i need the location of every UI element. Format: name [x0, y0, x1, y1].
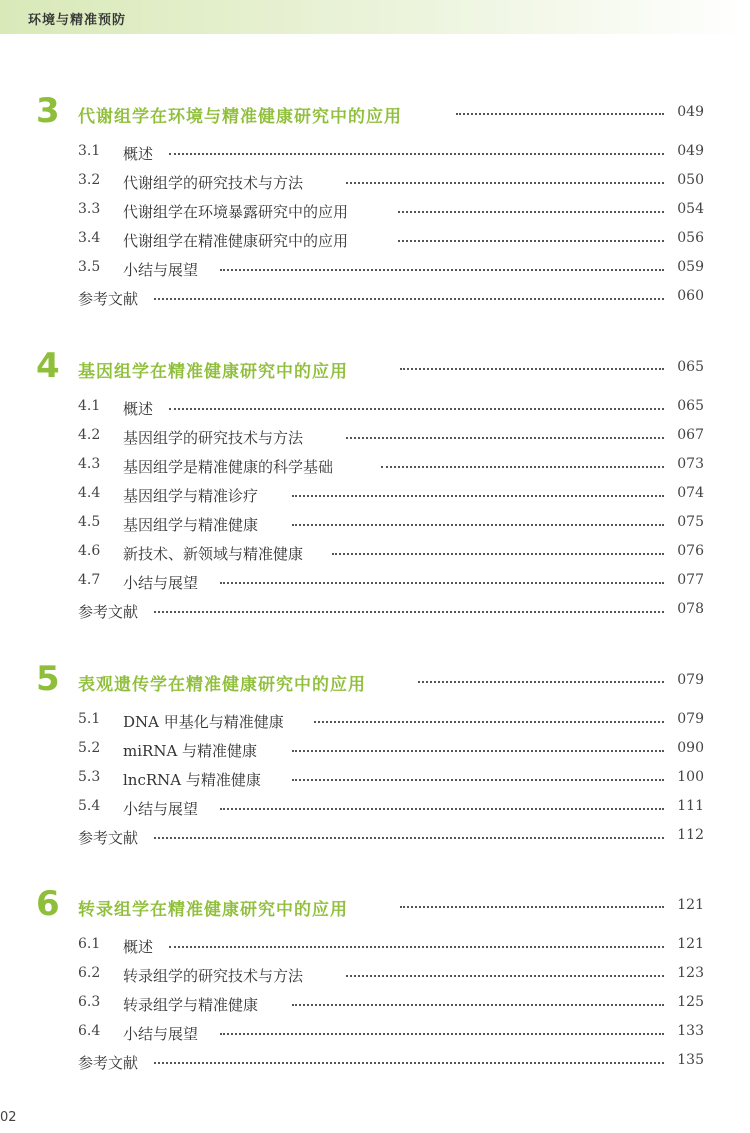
section-page: 050: [677, 172, 704, 188]
section-page: 076: [677, 543, 704, 559]
chapter-number: 5: [36, 659, 60, 699]
section-title: 小结与展望: [123, 800, 199, 818]
chapter-title: 基因组学在精准健康研究中的应用: [78, 362, 348, 382]
toc-entry[interactable]: [36, 201, 704, 230]
chapter-page: 049: [677, 104, 704, 120]
section-number: 5.1: [78, 711, 101, 727]
section-page: 065: [677, 398, 704, 414]
chapter-6: [36, 884, 704, 1081]
chapter-number: 3: [36, 91, 60, 131]
section-number: 6.1: [78, 936, 101, 952]
dot-leader: [220, 582, 664, 584]
dot-leader: [292, 779, 664, 781]
toc-entry[interactable]: [36, 259, 704, 288]
page-number: 02: [0, 1110, 17, 1125]
dot-leader: [292, 524, 664, 526]
section-number: 3.5: [78, 259, 101, 275]
section-number: 4.5: [78, 514, 101, 530]
section-number: 5.3: [78, 769, 101, 785]
dot-leader: [346, 975, 664, 977]
chapter-heading[interactable]: [36, 91, 704, 143]
toc-entry[interactable]: [36, 965, 704, 994]
section-title: 概述: [123, 400, 154, 418]
toc-entry[interactable]: [36, 485, 704, 514]
toc-entry-references[interactable]: [36, 1052, 704, 1081]
section-page: 121: [677, 936, 704, 952]
section-number: 5.4: [78, 798, 101, 814]
toc-entry[interactable]: [36, 711, 704, 740]
section-title: DNA 甲基化与精准健康: [123, 713, 284, 731]
section-page: 123: [677, 965, 704, 981]
section-title: 代谢组学的研究技术与方法: [123, 174, 304, 192]
toc-entry[interactable]: [36, 230, 704, 259]
references-page: 078: [677, 601, 704, 617]
chapter-page: 079: [677, 672, 704, 688]
section-title: lncRNA 与精准健康: [123, 771, 261, 789]
toc-entry[interactable]: [36, 143, 704, 172]
section-title: 基因组学是精准健康的科学基础: [123, 458, 334, 476]
section-number: 5.2: [78, 740, 101, 756]
section-title: 代谢组学在精准健康研究中的应用: [123, 232, 349, 250]
section-title: 概述: [123, 145, 154, 163]
section-title: 转录组学的研究技术与方法: [123, 967, 304, 985]
toc-entry-references[interactable]: [36, 288, 704, 317]
toc-entry[interactable]: [36, 456, 704, 485]
section-number: 3.2: [78, 172, 101, 188]
dot-leader: [346, 437, 664, 439]
chapter-title: 表观遗传学在精准健康研究中的应用: [78, 675, 366, 695]
section-page: 111: [677, 798, 704, 814]
chapter-heading[interactable]: [36, 884, 704, 936]
section-number: 4.2: [78, 427, 101, 443]
references-title: 参考文献: [78, 829, 139, 847]
running-header-title: 环境与精准预防: [28, 13, 127, 28]
section-title: 小结与展望: [123, 261, 199, 279]
chapter-3: [36, 91, 704, 317]
section-title: 基因组学与精准健康: [123, 516, 259, 534]
toc-entry[interactable]: [36, 1023, 704, 1052]
section-title: 小结与展望: [123, 1025, 199, 1043]
toc-entry[interactable]: [36, 172, 704, 201]
dot-leader: [169, 153, 664, 155]
references-page: 112: [677, 827, 704, 843]
dot-leader: [400, 368, 664, 370]
chapter-heading[interactable]: [36, 346, 704, 398]
chapter-title: 代谢组学在环境与精准健康研究中的应用: [78, 107, 402, 127]
dot-leader: [292, 495, 664, 497]
section-number: 6.4: [78, 1023, 101, 1039]
section-title: miRNA 与精准健康: [123, 742, 258, 760]
toc-entry[interactable]: [36, 994, 704, 1023]
section-page: 074: [677, 485, 704, 501]
section-page: 100: [677, 769, 704, 785]
references-page: 135: [677, 1052, 704, 1068]
section-page: 077: [677, 572, 704, 588]
toc-entry[interactable]: [36, 798, 704, 827]
dot-leader: [398, 211, 664, 213]
section-title: 基因组学与精准诊疗: [123, 487, 259, 505]
section-number: 6.3: [78, 994, 101, 1010]
section-number: 4.6: [78, 543, 101, 559]
section-title: 代谢组学在环境暴露研究中的应用: [123, 203, 349, 221]
section-number: 4.7: [78, 572, 101, 588]
section-page: 059: [677, 259, 704, 275]
chapter-page: 121: [677, 897, 704, 913]
chapter-heading[interactable]: [36, 659, 704, 711]
dot-leader: [169, 408, 664, 410]
chapter-number: 6: [36, 884, 60, 924]
toc-entry[interactable]: [36, 514, 704, 543]
dot-leader: [456, 113, 664, 115]
dot-leader: [220, 808, 664, 810]
chapter-page: 065: [677, 359, 704, 375]
references-page: 060: [677, 288, 704, 304]
section-page: 090: [677, 740, 704, 756]
section-title: 新技术、新领域与精准健康: [123, 545, 304, 563]
toc-entry[interactable]: [36, 936, 704, 965]
dot-leader: [220, 1033, 664, 1035]
section-page: 079: [677, 711, 704, 727]
dot-leader: [400, 906, 664, 908]
toc-entry[interactable]: [36, 398, 704, 427]
dot-leader: [154, 1062, 664, 1064]
references-title: 参考文献: [78, 603, 139, 621]
section-number: 4.4: [78, 485, 101, 501]
dot-leader: [398, 240, 664, 242]
section-page: 073: [677, 456, 704, 472]
dot-leader: [154, 298, 664, 300]
section-page: 056: [677, 230, 704, 246]
dot-leader: [154, 837, 664, 839]
chapter-title: 转录组学在精准健康研究中的应用: [78, 900, 348, 920]
references-title: 参考文献: [78, 290, 139, 308]
dot-leader: [292, 750, 664, 752]
section-title: 转录组学与精准健康: [123, 996, 259, 1014]
toc-entry[interactable]: [36, 769, 704, 798]
dot-leader: [346, 182, 664, 184]
section-page: 133: [677, 1023, 704, 1039]
section-number: 4.3: [78, 456, 101, 472]
section-title: 概述: [123, 938, 154, 956]
section-number: 3.4: [78, 230, 101, 246]
toc-entry-references[interactable]: [36, 601, 704, 630]
dot-leader: [381, 466, 664, 468]
section-number: 3.1: [78, 143, 101, 159]
toc-entry[interactable]: [36, 572, 704, 601]
toc-entry[interactable]: [36, 543, 704, 572]
dot-leader: [292, 1004, 664, 1006]
toc-entry[interactable]: [36, 740, 704, 769]
section-title: 小结与展望: [123, 574, 199, 592]
section-page: 075: [677, 514, 704, 530]
dot-leader: [169, 946, 664, 948]
dot-leader: [314, 721, 664, 723]
section-page: 125: [677, 994, 704, 1010]
dot-leader: [332, 553, 664, 555]
dot-leader: [220, 269, 664, 271]
chapter-number: 4: [36, 346, 60, 386]
section-number: 4.1: [78, 398, 101, 414]
toc-entry[interactable]: [36, 427, 704, 456]
section-page: 049: [677, 143, 704, 159]
chapter-5: [36, 659, 704, 856]
section-number: 3.3: [78, 201, 101, 217]
chapter-4: [36, 346, 704, 630]
section-number: 6.2: [78, 965, 101, 981]
section-page: 067: [677, 427, 704, 443]
dot-leader: [418, 681, 664, 683]
section-page: 054: [677, 201, 704, 217]
dot-leader: [154, 611, 664, 613]
section-title: 基因组学的研究技术与方法: [123, 429, 304, 447]
references-title: 参考文献: [78, 1054, 139, 1072]
toc-entry-references[interactable]: [36, 827, 704, 856]
